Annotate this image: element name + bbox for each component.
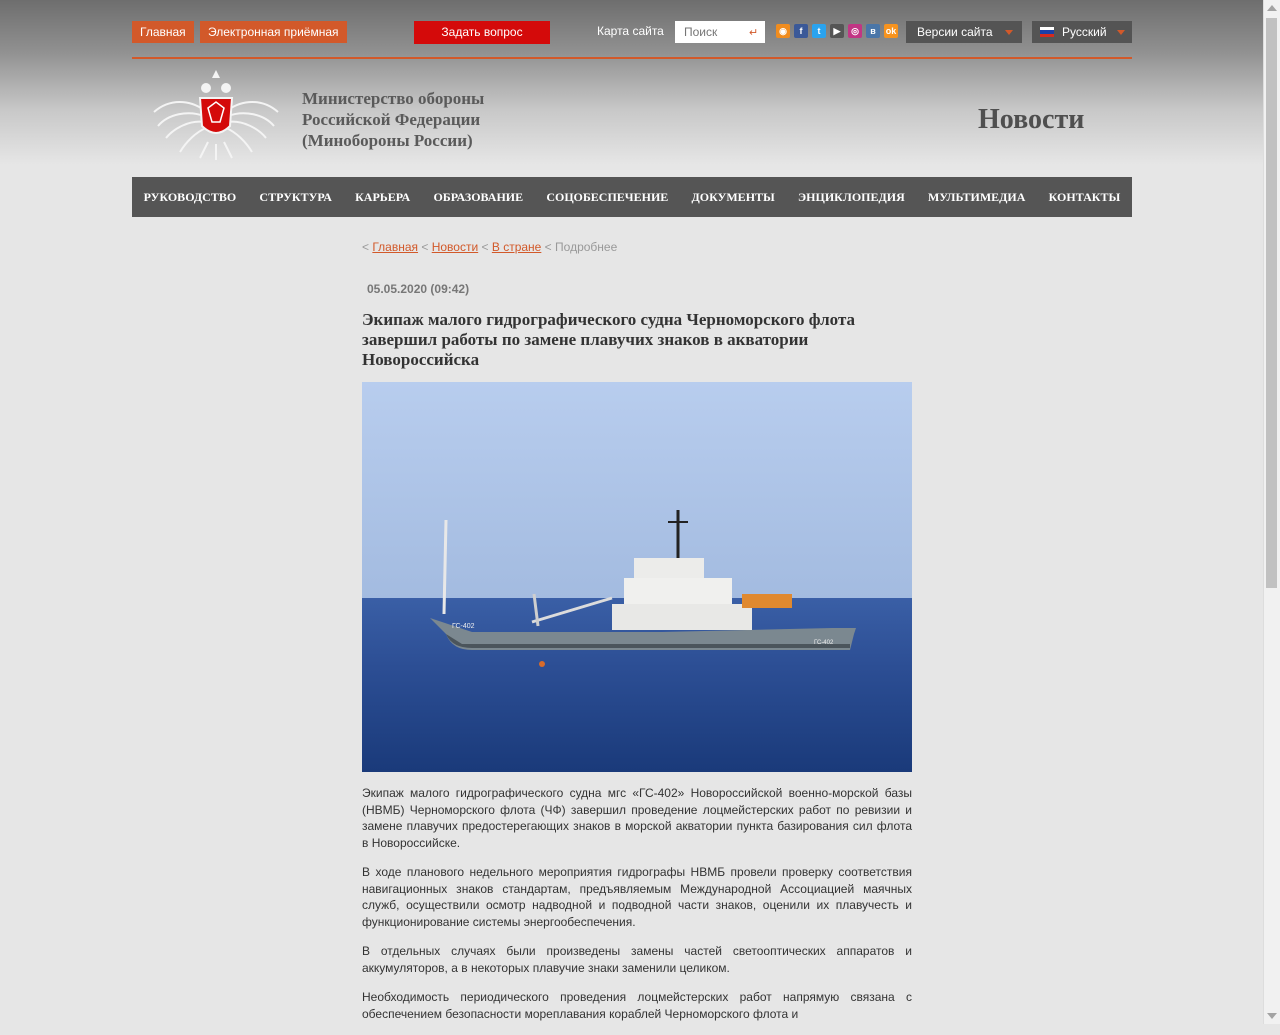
scroll-up-icon[interactable]	[1267, 5, 1277, 11]
article-paragraph: В ходе планового недельного мероприятия гидрографы НВМБ провели проверку соответствия навигационных знаков стандартам, предъявляемым Международной Ассоциацией маячных служб, осуществили осмотр надводной и подводной части знаков, оценили их плавучесть и функционирование системы энергообеспечения.	[362, 865, 912, 929]
ship-hull-number-stern: ГС-402	[814, 640, 834, 646]
nav-item-social[interactable]: СОЦОБЕСПЕЧЕНИЕ	[546, 189, 669, 204]
language-label: Русский	[1062, 25, 1107, 39]
article-date: 05.05.2020 (09:42)	[367, 282, 470, 296]
odnoklassniki-icon[interactable]: ok	[885, 26, 897, 36]
language-dropdown[interactable]	[1032, 21, 1132, 43]
site-versions-label: Версии сайта	[917, 25, 993, 39]
twitter-icon[interactable]: t	[812, 24, 826, 38]
article-title: Экипаж малого гидрографического судна Черноморского флота завершил работы по замене плавучих знаков в акватории Новороссийска	[362, 310, 856, 369]
breadcrumb-country[interactable]: В стране	[491, 240, 542, 254]
ministry-name[interactable]	[302, 88, 484, 151]
site-versions-dropdown[interactable]	[906, 21, 1022, 43]
ministry-line-3: (Минобороны России)	[302, 131, 473, 150]
nav-item-encyclopedia[interactable]: ЭНЦИКЛОПЕДИЯ	[798, 189, 905, 204]
youtube-icon[interactable]: ▶	[830, 24, 844, 38]
ask-question-button[interactable]: Задать вопрос	[414, 21, 550, 44]
header-divider	[132, 57, 1132, 59]
sitemap-link[interactable]: Карта сайта	[597, 24, 664, 38]
chevron-down-icon	[1117, 30, 1125, 35]
ministry-line-1: Министерство обороны	[302, 89, 485, 108]
russia-flag-icon	[1040, 27, 1054, 37]
facebook-icon[interactable]: f	[794, 24, 808, 38]
breadcrumb-news[interactable]: Новости	[431, 240, 479, 254]
breadcrumb-home[interactable]: Главная	[372, 240, 419, 254]
nav-item-multimedia[interactable]: МУЛЬТИМЕДИА	[927, 189, 1026, 204]
nav-item-structure[interactable]: СТРУКТУРА	[259, 189, 332, 204]
breadcrumb: < Главная < Новости < В стране < Подробнее	[362, 240, 618, 254]
main-nav	[132, 177, 1132, 217]
home-button[interactable]: Главная	[132, 21, 194, 43]
nav-item-education[interactable]: ОБРАЗОВАНИЕ	[433, 189, 524, 204]
scrollbar-thumb[interactable]	[1266, 18, 1277, 588]
section-title: Новости	[978, 104, 1085, 135]
article-paragraph: Необходимость периодического проведения лоцмейстерских работ напрямую связана с обеспечением безопасности мореплавания кораблей Черноморского флота и	[362, 990, 912, 1021]
enter-icon[interactable]: ↵	[749, 27, 759, 39]
nav-item-career[interactable]: КАРЬЕРА	[355, 189, 411, 204]
article-paragraph: Экипаж малого гидрографического судна мгс «ГС-402» Новороссийской военно-морской базы (НВМБ) Черноморского флота (ЧФ) завершил проведение лоцмейстерских работ по ревизии и замене плавучих предостерегающих знаков в морской акватории пункта базирования сил флота в Новороссийске.	[362, 786, 912, 850]
article-paragraph: В отдельных случаях были произведены замены частей светооптических аппаратов и аккумуляторов, а в некоторых плавучие знаки заменили целиком.	[362, 944, 912, 975]
rss-icon[interactable]: ◉	[776, 24, 790, 38]
page-scrollbar[interactable]	[1263, 0, 1280, 1024]
ministry-line-2: Российской Федерации	[302, 110, 481, 129]
scroll-down-icon[interactable]	[1267, 1013, 1277, 1019]
ship-hull-number-bow: ГС-402	[452, 623, 475, 630]
nav-item-documents[interactable]: ДОКУМЕНТЫ	[691, 189, 775, 204]
nav-item-leadership[interactable]: РУКОВОДСТВО	[143, 189, 237, 204]
article-body	[362, 785, 912, 1035]
instagram-icon[interactable]: ◎	[848, 24, 862, 38]
nav-item-contacts[interactable]: КОНТАКТЫ	[1048, 189, 1121, 204]
article-photo	[362, 382, 912, 772]
breadcrumb-current: Подробнее	[555, 240, 618, 254]
reception-button[interactable]: Электронная приёмная	[200, 21, 347, 43]
double-headed-eagle-emblem-icon[interactable]	[150, 70, 282, 162]
vk-icon[interactable]: в	[866, 24, 880, 38]
chevron-down-icon	[1005, 30, 1013, 35]
